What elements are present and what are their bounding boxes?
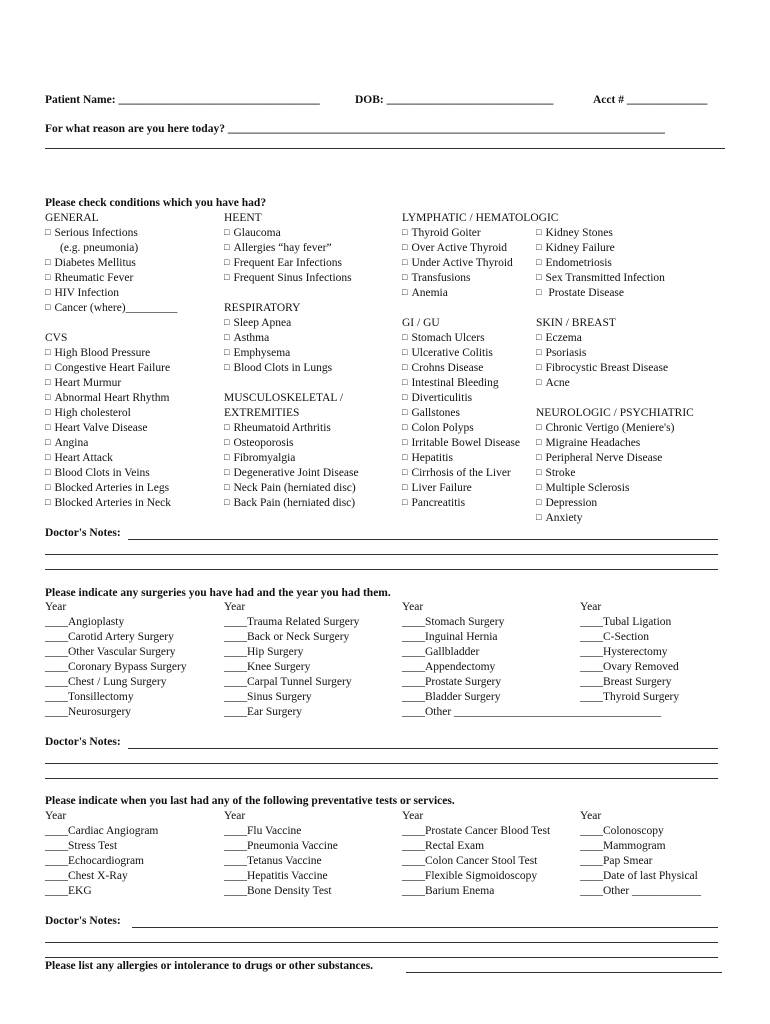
surgeries-prompt: Please indicate any surgeries you have had and the year you had them. [45, 587, 391, 599]
col-general-cvs [45, 211, 177, 511]
test-item[interactable]: ____EKG [45, 885, 92, 897]
surgery-item[interactable]: ____Inguinal Hernia [402, 631, 498, 643]
heent-heading: HEENT [224, 212, 262, 224]
surgery-item[interactable]: ____Carpal Tunnel Surgery [224, 676, 352, 688]
surgery-item[interactable]: ____Appendectomy [402, 661, 496, 673]
condition-checkbox[interactable]: □ Sleep Apnea [224, 316, 359, 331]
dob-field[interactable]: DOB: _____________________________ [355, 94, 554, 106]
surgery-other[interactable]: ____Other ____________________________________ [402, 706, 662, 718]
condition-checkbox[interactable]: □ Multiple Sclerosis [536, 481, 694, 496]
prevent-col-4 [580, 809, 701, 899]
surgery-item[interactable]: ____Carotid Artery Surgery [45, 631, 174, 643]
condition-checkbox[interactable]: □ Crohns Disease [402, 361, 520, 376]
doctor-notes-line[interactable] [128, 539, 718, 540]
condition-checkbox[interactable]: □ Kidney Failure [536, 241, 694, 256]
surgery-item[interactable]: ____Hysterectomy [580, 646, 668, 658]
condition-checkbox[interactable]: □ Frequent Ear Infections [224, 256, 359, 271]
year-header: Year [580, 810, 602, 822]
condition-checkbox[interactable]: □ Pancreatitis [402, 496, 520, 511]
reason-field[interactable]: For what reason are you here today? ____________________________________________________________________________ [45, 123, 665, 135]
col-lymph-gi [402, 226, 520, 511]
condition-checkbox[interactable]: □ Migraine Headaches [536, 436, 694, 451]
doctor-notes-line[interactable] [132, 927, 718, 928]
year-header: Year [45, 810, 67, 822]
conditions-prompt: Please check conditions which you have had? [45, 197, 267, 209]
test-item[interactable]: ____Pneumonia Vaccine [224, 840, 338, 852]
condition-checkbox[interactable]: □ Sex Transmitted Infection [536, 271, 694, 286]
col-heent-resp-musc [224, 211, 359, 511]
condition-checkbox[interactable]: □ Fibrocystic Breast Disease [536, 361, 694, 376]
condition-checkbox[interactable]: □ Diabetes Mellitus [45, 256, 177, 271]
year-header: Year [45, 601, 67, 613]
condition-checkbox[interactable]: □ Kidney Stones [536, 226, 694, 241]
lymphatic-heading: LYMPHATIC / HEMATOLOGIC [402, 212, 559, 224]
year-header: Year [402, 601, 424, 613]
surgery-item[interactable]: ____Bladder Surgery [402, 691, 501, 703]
condition-checkbox[interactable]: □ Rheumatic Fever [45, 271, 177, 286]
surgery-item[interactable]: ____Stomach Surgery [402, 616, 505, 628]
condition-checkbox[interactable]: □ Thyroid Goiter [402, 226, 520, 241]
musculoskeletal-heading: MUSCULOSKELETAL / [224, 392, 344, 404]
condition-note: (e.g. pneumonia) [60, 242, 139, 254]
surgery-item[interactable]: ____Back or Neck Surgery [224, 631, 350, 643]
doctor-notes-line[interactable] [128, 748, 718, 749]
gi-gu-heading: GI / GU [402, 317, 440, 329]
test-item[interactable]: ____Hepatitis Vaccine [224, 870, 328, 882]
surgery-item[interactable]: ____Ear Surgery [224, 706, 303, 718]
test-item[interactable]: ____Flexible Sigmoidoscopy [402, 870, 538, 882]
condition-checkbox[interactable]: □ Asthma [224, 331, 359, 346]
test-item[interactable]: ____Colon Cancer Stool Test [402, 855, 538, 867]
test-other[interactable]: ____Other ____________ [580, 885, 702, 897]
surgery-item[interactable]: ____Prostate Surgery [402, 676, 502, 688]
condition-checkbox[interactable]: □ Over Active Thyroid [402, 241, 520, 256]
condition-checkbox[interactable]: □ Prostate Disease [536, 286, 694, 301]
condition-checkbox[interactable]: □ Blood Clots in Veins [45, 466, 177, 481]
general-heading: GENERAL [45, 212, 99, 224]
condition-checkbox[interactable]: □ Glaucoma [224, 226, 359, 241]
condition-checkbox[interactable]: □ Serious Infections [45, 226, 177, 241]
surgery-item[interactable]: ____C-Section [580, 631, 649, 643]
condition-checkbox[interactable]: □ Ulcerative Colitis [402, 346, 520, 361]
condition-checkbox[interactable]: □ Cirrhosis of the Liver [402, 466, 520, 481]
surgery-item[interactable]: ____Neurosurgery [45, 706, 132, 718]
condition-checkbox[interactable]: □ Abnormal Heart Rhythm [45, 391, 177, 406]
surgery-item[interactable]: ____Chest / Lung Surgery [45, 676, 167, 688]
condition-checkbox[interactable]: □ Intestinal Bleeding [402, 376, 520, 391]
preventative-prompt: Please indicate when you last had any of the following preventative tests or services. [45, 795, 455, 807]
test-item[interactable]: ____Cardiac Angiogram [45, 825, 159, 837]
surgery-item[interactable]: ____Other Vascular Surgery [45, 646, 176, 658]
col-kidney-skin-neuro [536, 226, 694, 526]
neuro-heading: NEUROLOGIC / PSYCHIATRIC [536, 407, 694, 419]
condition-checkbox[interactable]: □ Degenerative Joint Disease [224, 466, 359, 481]
test-item[interactable]: ____Colonoscopy [580, 825, 664, 837]
year-header: Year [224, 601, 246, 613]
extremities-heading: EXTREMITIES [224, 407, 300, 419]
test-item[interactable]: ____Echocardiogram [45, 855, 144, 867]
condition-checkbox[interactable]: □ Chronic Vertigo (Meniere's) [536, 421, 694, 436]
condition-checkbox[interactable]: □ Heart Murmur [45, 376, 177, 391]
year-header: Year [224, 810, 246, 822]
test-item[interactable]: ____Tetanus Vaccine [224, 855, 322, 867]
surgery-col-2 [224, 600, 359, 720]
test-item[interactable]: ____Mammogram [580, 840, 666, 852]
condition-checkbox[interactable]: □ Depression [536, 496, 694, 511]
doctor-notes-line[interactable] [45, 942, 718, 943]
condition-checkbox[interactable]: □ High cholesterol [45, 406, 177, 421]
condition-checkbox[interactable]: □ Endometriosis [536, 256, 694, 271]
surgery-item[interactable]: ____Angioplasty [45, 616, 125, 628]
condition-checkbox[interactable]: □ Allergies “hay fever” [224, 241, 359, 256]
condition-checkbox[interactable]: □ Liver Failure [402, 481, 520, 496]
condition-checkbox[interactable]: □ Frequent Sinus Infections [224, 271, 359, 286]
patient-name-field[interactable]: Patient Name: ___________________________________ [45, 94, 320, 106]
condition-checkbox[interactable]: □ Angina [45, 436, 177, 451]
surgery-item[interactable]: ____Breast Surgery [580, 676, 672, 688]
condition-checkbox[interactable]: □ Anemia [402, 286, 520, 301]
surgery-item[interactable]: ____Tonsillectomy [45, 691, 134, 703]
surgery-item[interactable]: ____Coronary Bypass Surgery [45, 661, 187, 673]
doctor-notes-label: Doctor's Notes: [45, 915, 121, 927]
year-header: Year [580, 601, 602, 613]
condition-checkbox[interactable]: □ Back Pain (herniated disc) [224, 496, 359, 511]
prevent-col-1 [45, 809, 158, 899]
test-item[interactable]: ____Bone Density Test [224, 885, 332, 897]
prevent-col-3 [402, 809, 550, 899]
acct-field[interactable]: Acct # ______________ [593, 94, 708, 106]
condition-checkbox[interactable]: □ Anxiety [536, 511, 694, 526]
reason-line-2[interactable] [45, 148, 725, 149]
surgery-item[interactable]: ____Ovary Removed [580, 661, 679, 673]
skin-heading: SKIN / BREAST [536, 317, 616, 329]
condition-checkbox[interactable]: □ Fibromyalgia [224, 451, 359, 466]
test-item[interactable]: ____Pap Smear [580, 855, 653, 867]
test-item[interactable]: ____Flu Vaccine [224, 825, 302, 837]
condition-checkbox[interactable]: □ HIV Infection [45, 286, 177, 301]
condition-checkbox[interactable]: □ Acne [536, 376, 694, 391]
test-item[interactable]: ____Stress Test [45, 840, 118, 852]
test-item[interactable]: ____Barium Enema [402, 885, 495, 897]
surgery-item[interactable]: ____Sinus Surgery [224, 691, 312, 703]
year-header: Year [402, 810, 424, 822]
condition-checkbox[interactable]: □ Stomach Ulcers [402, 331, 520, 346]
condition-checkbox[interactable]: □ Hepatitis [402, 451, 520, 466]
condition-checkbox[interactable]: □ Under Active Thyroid [402, 256, 520, 271]
condition-checkbox[interactable]: □ High Blood Pressure [45, 346, 177, 361]
test-item[interactable]: ____Rectal Exam [402, 840, 485, 852]
surgery-col-4 [580, 600, 679, 705]
condition-checkbox[interactable]: □ Psoriasis [536, 346, 694, 361]
allergies-line[interactable] [406, 972, 722, 973]
condition-checkbox[interactable]: □ Eczema [536, 331, 694, 346]
condition-checkbox[interactable]: □ Diverticulitis [402, 391, 520, 406]
surgery-col-1 [45, 600, 187, 720]
condition-checkbox[interactable]: □ Congestive Heart Failure [45, 361, 177, 376]
doctor-notes-line[interactable] [45, 554, 718, 555]
doctor-notes-line[interactable] [45, 569, 718, 570]
condition-checkbox[interactable]: □ Blood Clots in Lungs [224, 361, 359, 376]
condition-checkbox[interactable]: □ Heart Valve Disease [45, 421, 177, 436]
cvs-heading: CVS [45, 332, 68, 344]
condition-checkbox[interactable]: □ Cancer (where)_________ [45, 301, 177, 316]
condition-checkbox[interactable]: □ Rheumatoid Arthritis [224, 421, 359, 436]
doctor-notes-label: Doctor's Notes: [45, 527, 121, 539]
condition-checkbox[interactable]: □ Transfusions [402, 271, 520, 286]
doctor-notes-line[interactable] [45, 763, 718, 764]
surgery-item[interactable]: ____Hip Surgery [224, 646, 304, 658]
surgery-item[interactable]: ____Gallbladder [402, 646, 480, 658]
doctor-notes-line[interactable] [45, 957, 718, 958]
doctor-notes-line[interactable] [45, 778, 718, 779]
condition-checkbox[interactable]: □ Peripheral Nerve Disease [536, 451, 694, 466]
surgery-item[interactable]: ____Tubal Ligation [580, 616, 672, 628]
condition-checkbox[interactable]: □ Gallstones [402, 406, 520, 421]
condition-checkbox[interactable]: □ Colon Polyps [402, 421, 520, 436]
condition-checkbox[interactable]: □ Stroke [536, 466, 694, 481]
test-item[interactable]: ____Date of last Physical [580, 870, 698, 882]
respiratory-heading: RESPIRATORY [224, 302, 301, 314]
doctor-notes-label: Doctor's Notes: [45, 736, 121, 748]
surgery-item[interactable]: ____Thyroid Surgery [580, 691, 680, 703]
condition-checkbox[interactable]: □ Osteoporosis [224, 436, 359, 451]
test-item[interactable]: ____Chest X-Ray [45, 870, 128, 882]
condition-checkbox[interactable]: □ Neck Pain (herniated disc) [224, 481, 359, 496]
condition-checkbox[interactable]: □ Heart Attack [45, 451, 177, 466]
condition-checkbox[interactable]: □ Emphysema [224, 346, 359, 361]
surgery-item[interactable]: ____Trauma Related Surgery [224, 616, 360, 628]
condition-checkbox[interactable]: □ Blocked Arteries in Legs [45, 481, 177, 496]
condition-checkbox[interactable]: □ Blocked Arteries in Neck [45, 496, 177, 511]
prevent-col-2 [224, 809, 338, 899]
allergies-label: Please list any allergies or intolerance to drugs or other substances. [45, 960, 374, 972]
surgery-item[interactable]: ____Knee Surgery [224, 661, 311, 673]
condition-checkbox[interactable]: □ Irritable Bowel Disease [402, 436, 520, 451]
test-item[interactable]: ____Prostate Cancer Blood Test [402, 825, 551, 837]
